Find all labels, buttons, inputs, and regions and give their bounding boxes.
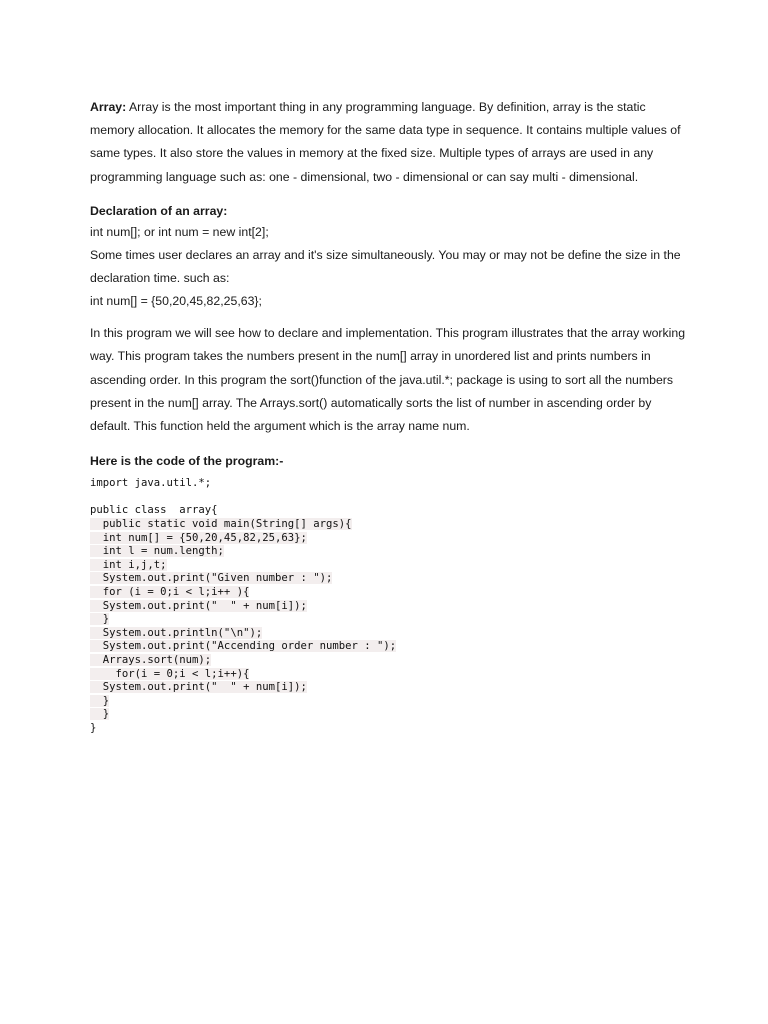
declaration-line-2: int num[] = {50,20,45,82,25,63};	[90, 294, 262, 309]
code-line: System.out.print(" " + num[i]);	[90, 599, 307, 612]
intro-text: Array is the most important thing in any programming language. By definition, array is the static memory allocation. It allocates the memory for the same data type in sequence. It contains multiple values of same types. It also store the values in memory at the fixed size. Multiple types of arrays are used in any programming language such as: one - dimensional, two - dimensional or can say multi - dimensional.	[90, 100, 681, 184]
intro-label: Array:	[90, 100, 127, 114]
document-page	[90, 96, 690, 736]
code-line: }	[90, 708, 110, 721]
code-line: Arrays.sort(num);	[90, 653, 212, 666]
code-line: for(i = 0;i < l;i++){	[90, 667, 250, 680]
code-line: }	[90, 613, 110, 626]
declaration-heading: Declaration of an array:	[90, 203, 228, 218]
code-heading: Here is the code of the program:-	[90, 454, 284, 469]
code-line	[90, 491, 690, 505]
declaration-text: Some times user declares an array and it's size simultaneously. You may or may not be define the size in the declaration time. such as:	[90, 247, 681, 286]
code-line: }	[90, 694, 110, 707]
code-line: for (i = 0;i < l;i++ ){	[90, 585, 250, 598]
code-line: int num[] = {50,20,45,82,25,63};	[90, 531, 307, 544]
code-line: public static void main(String[] args){	[90, 518, 352, 531]
code-line: }	[90, 721, 97, 734]
code-line: int i,j,t;	[90, 558, 167, 571]
code-line: public class array{	[90, 504, 218, 517]
code-line: System.out.print("Accending order number : ");	[90, 640, 397, 653]
code-block	[90, 477, 690, 735]
code-line: System.out.print(" " + num[i]);	[90, 681, 307, 694]
code-line: System.out.println("\n");	[90, 626, 263, 639]
code-line: import java.util.*;	[90, 477, 212, 490]
intro-paragraph	[90, 96, 690, 189]
code-line: int l = num.length;	[90, 545, 224, 558]
code-line: System.out.print("Given number : ");	[90, 572, 333, 585]
declaration-line-1: int num[]; or int num = new int[2];	[90, 224, 269, 239]
program-description: In this program we will see how to declare and implementation. This program illustrates that the array working way. This program takes the numbers present in the num[] array in unordered list and prints numbers in ascending order. In this program the sort()function of the java.util.*; package is using to sort all the numbers present in the num[] array. The Arrays.sort() automatically sorts the list of number in ascending order by default. This function held the argument which is the array name num.	[90, 326, 686, 434]
